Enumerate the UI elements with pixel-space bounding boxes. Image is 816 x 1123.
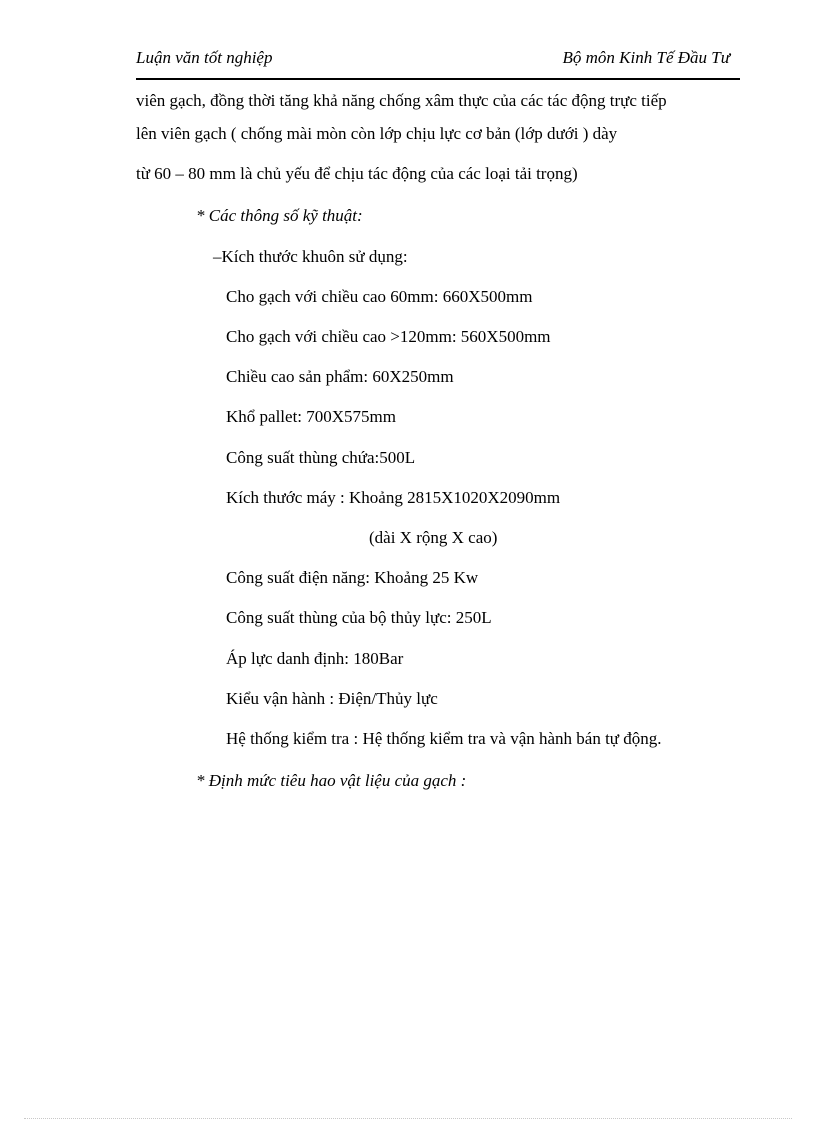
- spec-line: Áp lực danh định: 180Bar: [226, 649, 404, 668]
- section-material-heading: * Định mức tiêu hao vật liệu của gạch :: [196, 771, 467, 790]
- paragraph-line-2: lên viên gạch ( chống mài mòn còn lớp chịu lực cơ bản (lớp dưới ) dày: [136, 124, 618, 143]
- spec-line: Công suất điện năng: Khoảng 25 Kw: [226, 568, 479, 587]
- spec-line: Cho gạch với chiều cao >120mm: 560X500mm: [226, 327, 551, 346]
- mold-size-heading: –Kích thước khuôn sử dụng:: [213, 247, 408, 266]
- spec-line: Khổ pallet: 700X575mm: [226, 407, 396, 426]
- spec-line: Cho gạch với chiều cao 60mm: 660X500mm: [226, 287, 533, 306]
- paragraph-line-3: từ 60 – 80 mm là chủ yếu để chịu tác động của các loại tải trọng): [136, 164, 578, 183]
- spec-line: Chiều cao sản phẩm: 60X250mm: [226, 367, 454, 386]
- page-bottom-dotted-border: [24, 1118, 792, 1119]
- section-specs-heading: * Các thông số kỹ thuật:: [196, 206, 363, 225]
- spec-line: Công suất thùng chứa:500L: [226, 448, 416, 467]
- spec-line: Hệ thống kiểm tra : Hệ thống kiểm tra và vận hành bán tự động.: [226, 729, 662, 748]
- header-divider: [136, 78, 740, 80]
- spec-line: Kích thước máy : Khoảng 2815X1020X2090mm: [226, 488, 561, 507]
- header-left-title: Luận văn tốt nghiệp: [136, 48, 273, 67]
- spec-line: Kiểu vận hành : Điện/Thủy lực: [226, 689, 438, 708]
- paragraph-line-1: viên gạch, đồng thời tăng khả năng chống xâm thực của các tác động trực tiếp: [136, 91, 667, 110]
- spec-line: Công suất thùng của bộ thủy lực: 250L: [226, 608, 492, 627]
- header-right-title: Bộ môn Kinh Tế Đầu Tư: [562, 48, 730, 67]
- machine-dims-note: (dài X rộng X cao): [369, 528, 498, 547]
